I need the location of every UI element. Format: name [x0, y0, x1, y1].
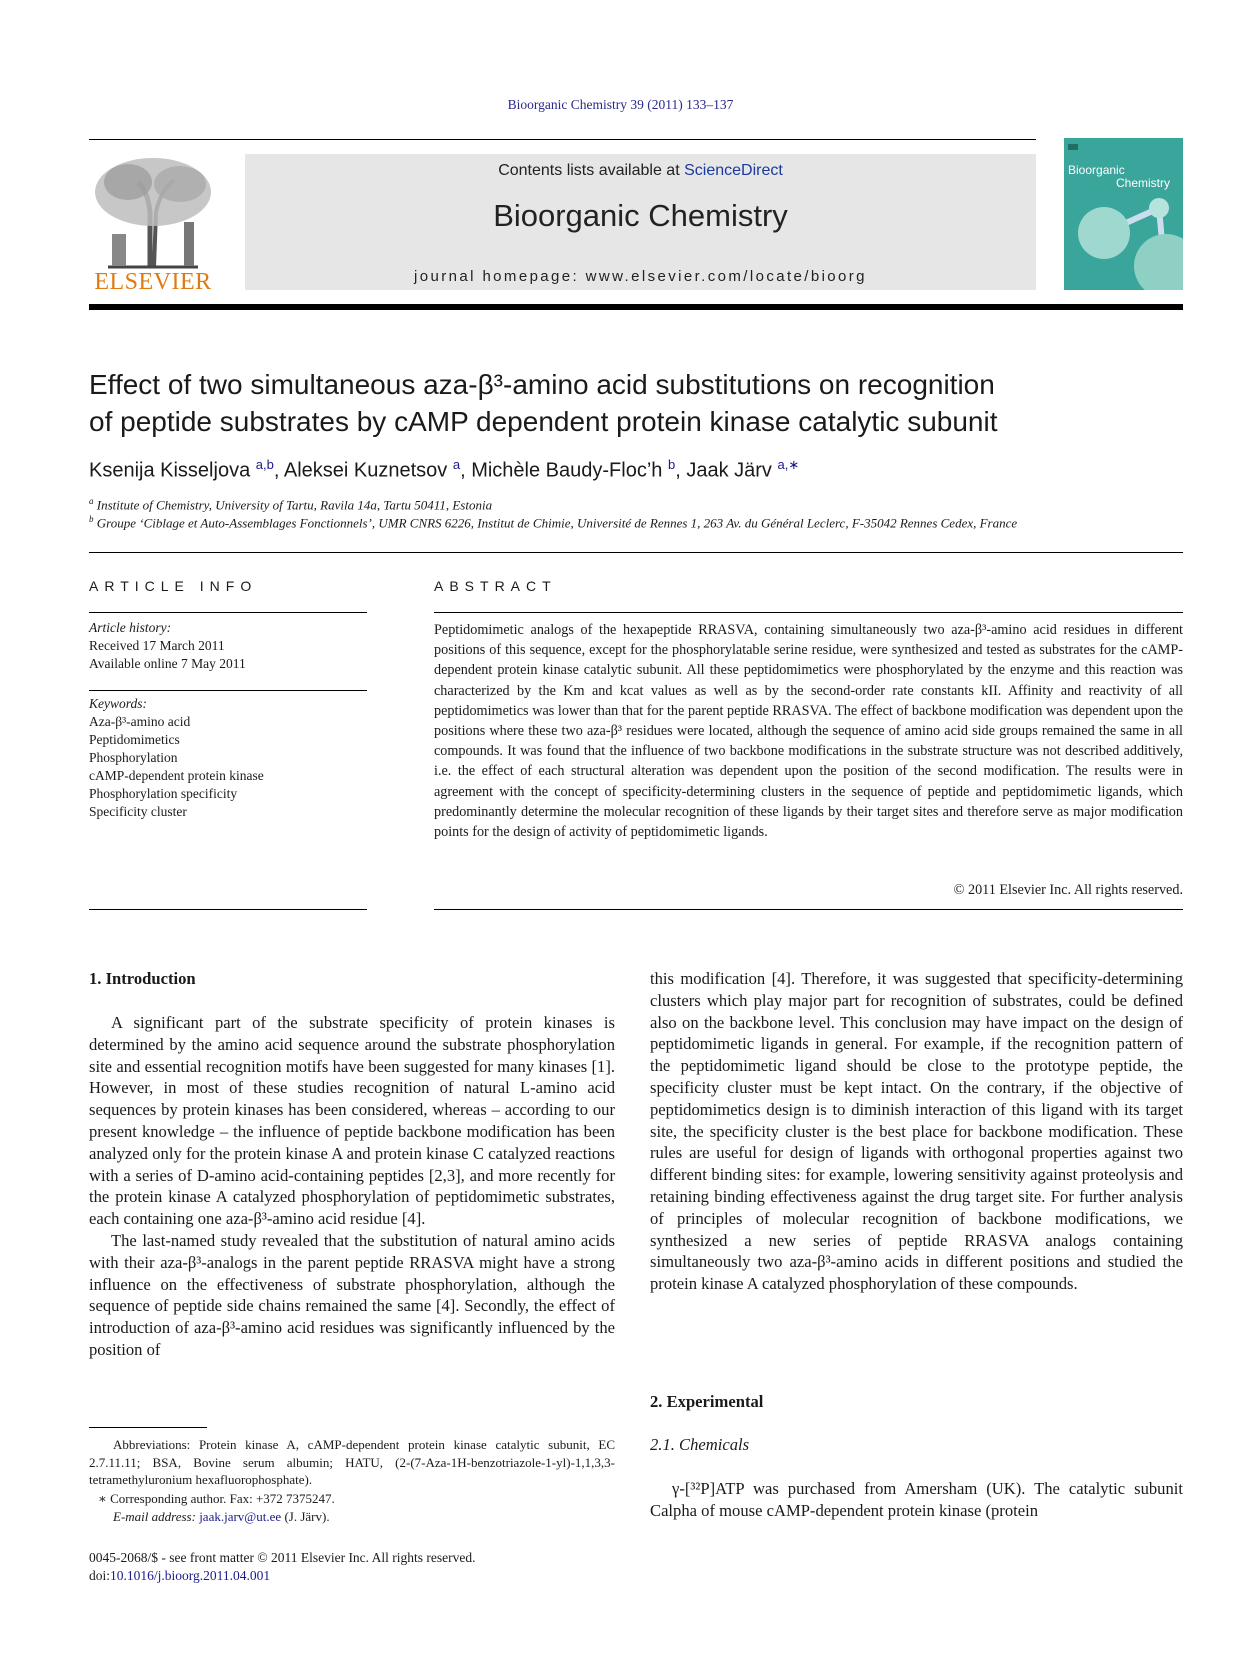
author-affiliation-mark[interactable]: b — [667, 457, 676, 472]
article-history — [89, 619, 367, 673]
author-name[interactable]: Ksenija Kisseljova — [89, 459, 251, 482]
journal-title: Bioorganic Chemistry — [493, 198, 788, 233]
keyword: cAMP-dependent protein kinase — [89, 768, 264, 783]
abstract-rule — [434, 612, 1183, 613]
abstract-text: Peptidomimetic analogs of the hexapeptide RRASVA, containing simultaneously two aza-β³-amino acid residues in different positions of this sequence, except for the phosphorylatable serine residue, were synthesized and tested as substrates for the cAMP-dependent protein kinase catalytic subunit. All these peptidomimetics were phosphorylated by the enzyme and this reaction was characterized by the Km and kcat values as well as by the second-order rate constants kII. Affinity and reactivity of all peptidomimetics was lower than that for the parent peptide RRASVA. The effect of backbone modification was dependent upon the positions where these two aza-β³ residues were located, although the sequence of amino acid side groups remained the same in all compounds. It was found that the influence of two backbone modifications in the substrate structure was not described additively, i.e. the effect of each structural alteration was dependent upon the position of the second modification. The results were in agreement with the concept of specificity-determining clusters in the sequence of peptide and peptidomimetic ligands, which predominantly determine the molecular recognition of these ligands by their target sites and therefore serve as major modification points for the design of activity of peptidomimetic ligands. — [434, 622, 1183, 841]
author-affiliation-mark[interactable]: a — [452, 457, 461, 472]
cover-title-line2: Chemistry — [1116, 176, 1171, 190]
article-title-line2: of peptide substrates by cAMP dependent protein kinase catalytic subunit — [89, 406, 998, 437]
email-footnote — [113, 1508, 613, 1526]
email-link[interactable]: jaak.jarv@ut.ee — [199, 1509, 282, 1524]
article-info-heading: ARTICLE INFO — [89, 578, 258, 594]
footnote-rule — [89, 1427, 207, 1428]
affiliation-a — [89, 496, 1189, 513]
author-affiliation-mark[interactable]: a,∗ — [777, 457, 800, 472]
keywords-block — [89, 695, 367, 821]
elsevier-tree-icon — [88, 152, 218, 270]
molecule-cover-icon — [1064, 138, 1183, 290]
abstract-heading: ABSTRACT — [434, 578, 557, 594]
affiliation-mark: a — [89, 496, 94, 506]
chemicals-body — [650, 1478, 1183, 1522]
affiliation-text: Groupe ‘Ciblage et Auto-Assemblages Fonctionnels’, UMR CNRS 6226, Institut de Chimie, Université de Rennes 1, 263 Av. du Général Leclerc, F-35042 Rennes Cedex, France — [96, 515, 1018, 531]
contents-line — [245, 162, 1036, 180]
author-name[interactable]: Aleksei Kuznetsov — [283, 459, 448, 482]
paragraph: γ-[³²P]ATP was purchased from Amersham (UK). The catalytic subunit Calpha of mouse cAMP-dependent protein kinase (protein — [650, 1479, 1183, 1520]
article-title — [89, 366, 1109, 440]
author-list: Ksenija Kisseljova $^{a,b}$, Aleksei Kuznetsov $^a$, Michèle Baudy-Floc’h $^b$, Jaak Järv $^{a,∗}$ — [89, 457, 800, 482]
article-info-rule — [89, 612, 367, 613]
contents-prefix: Contents lists available at — [498, 162, 680, 179]
doi-line — [89, 1567, 476, 1585]
article-info-bottom-rule — [89, 909, 367, 910]
keyword: Aza-β³-amino acid — [89, 714, 191, 729]
experimental-heading: 2. Experimental — [650, 1392, 764, 1411]
cover-title-line1: Bioorganic — [1068, 163, 1125, 177]
affiliation-b — [89, 514, 1189, 531]
paragraph: The last-named study revealed that the substitution of natural amino acids with their aza-β³-analogs in the parent peptide RRASVA might have a strong influence on the effectiveness of substrate phosphorylation, although the sequence of peptide side chains remained the same [4]. Secondly, the effect of introduction of aza-β³-amino acid residues was significantly influenced by the position of — [89, 1230, 615, 1359]
paragraph: this modification [4]. Therefore, it was suggested that specificity-determining clusters which play major part for recognition of substrates, could be defined also on the backbone level. This conclusion may have impact on the design of peptidomimetic ligands in general. For example, if the recognition pattern of the peptidomimetic ligand should be close to the prototype peptide, the specificity cluster must be kept intact. On the contrary, if the objective of peptidomimetics design is to diminish interaction of this ligand with its target site, the specificity cluster is the best place for backbone modification. These rules are useful for design of ligands with orthogonal properties against two different binding sites: for example, lowering sensitivity against proteolysis and retaining binding effectiveness against the drug target site. For further analysis of principles of molecular recognition of backbone modifications, we synthesized a new series of peptide RRASVA analogs containing simultaneously two aza-β³-amino acids in different positions and studied the protein kinase A catalyzed phosphorylation of these compounds. — [650, 969, 1183, 1294]
header-rule-thin — [89, 139, 1036, 140]
introduction-body — [89, 1012, 615, 1361]
paragraph: A significant part of the substrate specificity of protein kinases is determined by the amino acid sequence around the substrate phosphorylation site and essential recognition motifs have been suggested for many kinases [1]. However, in most of these studies recognition of natural L-amino acid sequences by protein kinases has been considered, whereas – according to our present knowledge – the influence of peptide backbone modification has been analyzed only for the protein kinase A and protein kinase C catalyzed reactions with a series of D-amino acid-containing peptides [2,3], and more recently for the protein kinase A catalyzed phosphorylation of peptidomimetic substrates, each containing one aza-β³-amino acid residue [4]. — [89, 1013, 615, 1229]
available-date: Available online 7 May 2011 — [89, 656, 246, 671]
email-suffix: (J. Järv). — [284, 1509, 330, 1524]
issn-line: 0045-2068/$ - see front matter © 2011 Elsevier Inc. All rights reserved. — [89, 1550, 476, 1565]
abbreviations-footnote: Abbreviations: Protein kinase A, cAMP-dependent protein kinase catalytic subunit, EC 2.7.11.11; BSA, Bovine serum albumin; HATU, (2-(7-Aza-1H-benzotriazole-1-yl)-1,1,3,3-tetramethyluronium hexafluorophosphate). — [89, 1437, 615, 1488]
doi-link[interactable]: 10.1016/j.bioorg.2011.04.001 — [110, 1568, 271, 1583]
keyword: Peptidomimetics — [89, 732, 180, 747]
chemicals-heading: 2.1. Chemicals — [650, 1435, 750, 1454]
email-label: E-mail address: — [113, 1509, 196, 1524]
journal-homepage-link[interactable]: journal homepage: www.elsevier.com/locate/bioorg — [414, 268, 867, 285]
cover-title — [1068, 164, 1180, 190]
abstract-bottom-rule — [434, 909, 1183, 910]
author-affiliation-mark[interactable]: a,b — [255, 457, 274, 472]
keyword: Specificity cluster — [89, 804, 187, 819]
article-title-line1: Effect of two simultaneous aza-β³-amino acid substitutions on recognition — [89, 369, 995, 400]
journal-masthead — [245, 154, 1036, 290]
keyword: Phosphorylation — [89, 750, 178, 765]
introduction-continued — [650, 968, 1183, 1295]
history-label: Article history: — [89, 620, 172, 635]
header-rule-thick — [89, 304, 1183, 310]
introduction-heading: 1. Introduction — [89, 969, 196, 988]
keywords-label: Keywords: — [89, 696, 147, 711]
sciencedirect-link[interactable]: ScienceDirect — [684, 162, 783, 179]
journal-cover-thumbnail[interactable] — [1064, 138, 1183, 290]
affiliation-text: Institute of Chemistry, University of Tartu, Ravila 14a, Tartu 50411, Estonia — [96, 497, 493, 513]
corresponding-author-footnote: ∗ Corresponding author. Fax: +372 7375247. — [98, 1491, 335, 1506]
front-matter-info — [89, 1549, 476, 1585]
elsevier-logo[interactable] — [88, 152, 218, 295]
keywords-rule — [89, 690, 367, 691]
received-date: Received 17 March 2011 — [89, 638, 225, 653]
affiliation-rule — [89, 552, 1183, 553]
doi-label: doi: — [89, 1568, 111, 1583]
affiliation-mark: b — [89, 514, 94, 524]
journal-citation[interactable]: Bioorganic Chemistry 39 (2011) 133–137 — [507, 97, 734, 112]
elsevier-wordmark: ELSEVIER — [94, 269, 212, 295]
author-name[interactable]: Michèle Baudy-Floc’h — [471, 459, 663, 482]
keyword: Phosphorylation specificity — [89, 786, 238, 801]
abstract-copyright: © 2011 Elsevier Inc. All rights reserved. — [953, 882, 1183, 898]
author-name[interactable]: Jaak Järv — [686, 459, 772, 482]
